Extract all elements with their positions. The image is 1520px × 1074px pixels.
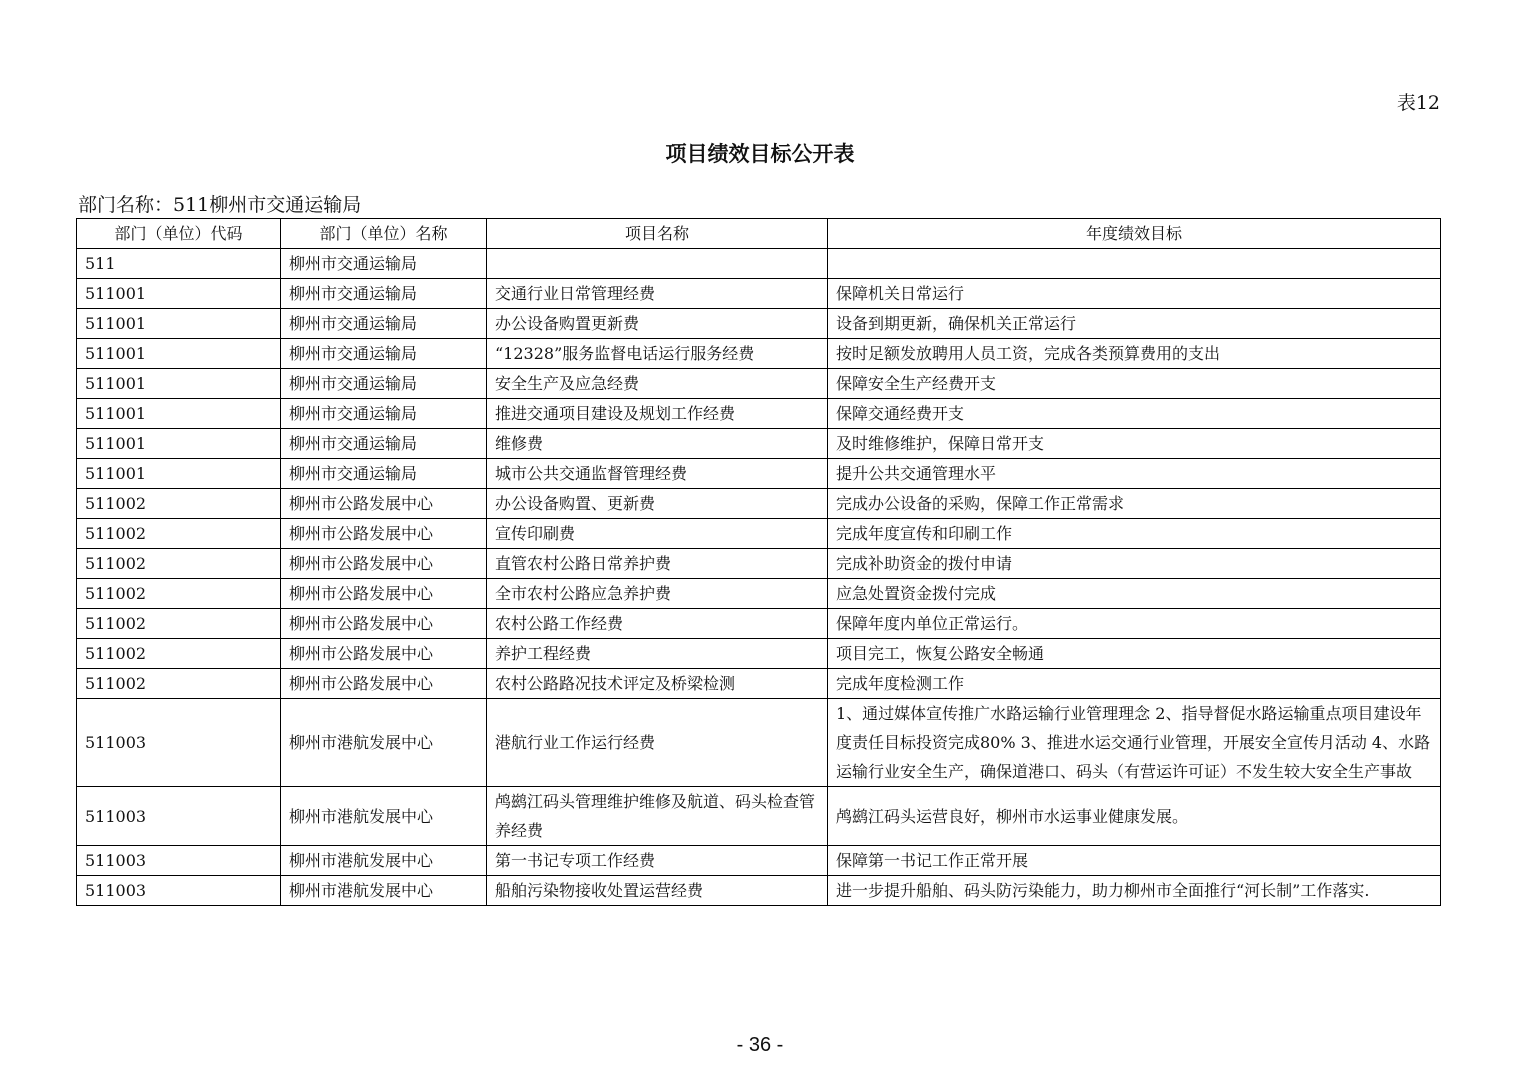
cell-annual-goal: 1、通过媒体宣传推广水路运输行业管理理念 2、指导督促水路运输重点项目建设年度责任目标投资完成80% 3、推进水运交通行业管理，开展安全宣传月活动 4、水路运输行业安全生产，确保道港口、码头（有营运许可证）不发生较大安全生产事故 bbox=[828, 699, 1441, 787]
page-title: 项目绩效目标公开表 bbox=[665, 142, 855, 166]
cell-unit-name: 柳州市公路发展中心 bbox=[281, 579, 487, 609]
cell-unit-name: 柳州市交通运输局 bbox=[281, 279, 487, 309]
cell-project-name: 船舶污染物接收处置运营经费 bbox=[487, 876, 828, 906]
cell-unit-code: 511001 bbox=[77, 279, 281, 309]
cell-unit-name: 柳州市公路发展中心 bbox=[281, 669, 487, 699]
table-row bbox=[77, 639, 1441, 669]
table-row bbox=[77, 309, 1441, 339]
cell-unit-code: 511001 bbox=[77, 459, 281, 489]
cell-annual-goal: 保障机关日常运行 bbox=[828, 279, 1441, 309]
cell-unit-name: 柳州市港航发展中心 bbox=[281, 846, 487, 876]
cell-unit-code: 511001 bbox=[77, 399, 281, 429]
cell-unit-name: 柳州市公路发展中心 bbox=[281, 639, 487, 669]
table-row bbox=[77, 846, 1441, 876]
header-annual-goal: 年度绩效目标 bbox=[828, 219, 1441, 249]
cell-project-name: 全市农村公路应急养护费 bbox=[487, 579, 828, 609]
cell-unit-code: 511002 bbox=[77, 519, 281, 549]
cell-unit-name: 柳州市交通运输局 bbox=[281, 399, 487, 429]
department-name: 部门名称：511柳州市交通运输局 bbox=[78, 194, 362, 216]
cell-annual-goal: 保障第一书记工作正常开展 bbox=[828, 846, 1441, 876]
table-row bbox=[77, 459, 1441, 489]
cell-unit-name: 柳州市交通运输局 bbox=[281, 309, 487, 339]
table-row bbox=[77, 609, 1441, 639]
performance-goals-table bbox=[76, 218, 1441, 906]
table-row bbox=[77, 787, 1441, 846]
cell-project-name: 办公设备购置、更新费 bbox=[487, 489, 828, 519]
cell-unit-code: 511001 bbox=[77, 339, 281, 369]
cell-project-name: 宣传印刷费 bbox=[487, 519, 828, 549]
cell-unit-code: 511001 bbox=[77, 429, 281, 459]
cell-project-name: 维修费 bbox=[487, 429, 828, 459]
cell-annual-goal: 进一步提升船舶、码头防污染能力，助力柳州市全面推行“河长制”工作落实. bbox=[828, 876, 1441, 906]
cell-annual-goal: 完成年度检测工作 bbox=[828, 669, 1441, 699]
table-row bbox=[77, 549, 1441, 579]
cell-unit-code: 511002 bbox=[77, 549, 281, 579]
cell-unit-name: 柳州市交通运输局 bbox=[281, 249, 487, 279]
cell-unit-code: 511002 bbox=[77, 639, 281, 669]
table-row bbox=[77, 489, 1441, 519]
cell-annual-goal: 鸬鹚江码头运营良好，柳州市水运事业健康发展。 bbox=[828, 787, 1441, 846]
cell-annual-goal: 保障交通经费开支 bbox=[828, 399, 1441, 429]
cell-annual-goal: 提升公共交通管理水平 bbox=[828, 459, 1441, 489]
table-row bbox=[77, 519, 1441, 549]
cell-project-name: 鸬鹚江码头管理维护维修及航道、码头检查管养经费 bbox=[487, 787, 828, 846]
cell-unit-name: 柳州市交通运输局 bbox=[281, 459, 487, 489]
cell-unit-code: 511003 bbox=[77, 846, 281, 876]
cell-unit-name: 柳州市交通运输局 bbox=[281, 429, 487, 459]
table-header-row bbox=[77, 219, 1441, 249]
cell-unit-code: 511002 bbox=[77, 609, 281, 639]
table-row bbox=[77, 669, 1441, 699]
table-row bbox=[77, 369, 1441, 399]
cell-unit-name: 柳州市公路发展中心 bbox=[281, 609, 487, 639]
cell-unit-code: 511003 bbox=[77, 787, 281, 846]
cell-project-name: 直管农村公路日常养护费 bbox=[487, 549, 828, 579]
header-project-name: 项目名称 bbox=[487, 219, 828, 249]
cell-unit-code: 511002 bbox=[77, 669, 281, 699]
cell-project-name: 城市公共交通监督管理经费 bbox=[487, 459, 828, 489]
cell-project-name: 交通行业日常管理经费 bbox=[487, 279, 828, 309]
table-row bbox=[77, 399, 1441, 429]
cell-annual-goal: 应急处置资金拨付完成 bbox=[828, 579, 1441, 609]
cell-project-name: 推进交通项目建设及规划工作经费 bbox=[487, 399, 828, 429]
cell-project-name: 农村公路工作经费 bbox=[487, 609, 828, 639]
table-number: 表12 bbox=[1396, 92, 1440, 114]
cell-annual-goal: 完成补助资金的拨付申请 bbox=[828, 549, 1441, 579]
table-row bbox=[77, 429, 1441, 459]
cell-unit-code: 511002 bbox=[77, 579, 281, 609]
cell-unit-code: 511 bbox=[77, 249, 281, 279]
cell-project-name: 安全生产及应急经费 bbox=[487, 369, 828, 399]
table-row bbox=[77, 279, 1441, 309]
cell-annual-goal: 完成年度宣传和印刷工作 bbox=[828, 519, 1441, 549]
cell-unit-name: 柳州市公路发展中心 bbox=[281, 489, 487, 519]
table-row bbox=[77, 699, 1441, 787]
cell-unit-code: 511003 bbox=[77, 876, 281, 906]
cell-project-name: 养护工程经费 bbox=[487, 639, 828, 669]
cell-annual-goal: 及时维修维护，保障日常开支 bbox=[828, 429, 1441, 459]
cell-annual-goal: 项目完工，恢复公路安全畅通 bbox=[828, 639, 1441, 669]
cell-annual-goal: 设备到期更新，确保机关正常运行 bbox=[828, 309, 1441, 339]
header-unit-name: 部门（单位）名称 bbox=[281, 219, 487, 249]
cell-project-name: 第一书记专项工作经费 bbox=[487, 846, 828, 876]
cell-annual-goal: 完成办公设备的采购，保障工作正常需求 bbox=[828, 489, 1441, 519]
header-unit-code: 部门（单位）代码 bbox=[77, 219, 281, 249]
cell-annual-goal bbox=[828, 249, 1441, 279]
cell-unit-code: 511003 bbox=[77, 699, 281, 787]
table-row bbox=[77, 579, 1441, 609]
cell-unit-name: 柳州市公路发展中心 bbox=[281, 549, 487, 579]
cell-unit-code: 511002 bbox=[77, 489, 281, 519]
cell-unit-name: 柳州市港航发展中心 bbox=[281, 787, 487, 846]
cell-project-name: 港航行业工作运行经费 bbox=[487, 699, 828, 787]
cell-annual-goal: 保障年度内单位正常运行。 bbox=[828, 609, 1441, 639]
cell-unit-name: 柳州市公路发展中心 bbox=[281, 519, 487, 549]
cell-project-name: “12328”服务监督电话运行服务经费 bbox=[487, 339, 828, 369]
page-number: - 36 - bbox=[736, 1034, 784, 1056]
cell-annual-goal: 按时足额发放聘用人员工资，完成各类预算费用的支出 bbox=[828, 339, 1441, 369]
table-row bbox=[77, 339, 1441, 369]
cell-unit-code: 511001 bbox=[77, 309, 281, 339]
cell-project-name: 农村公路路况技术评定及桥梁检测 bbox=[487, 669, 828, 699]
cell-unit-name: 柳州市港航发展中心 bbox=[281, 699, 487, 787]
cell-project-name: 办公设备购置更新费 bbox=[487, 309, 828, 339]
cell-unit-name: 柳州市港航发展中心 bbox=[281, 876, 487, 906]
table-row bbox=[77, 249, 1441, 279]
cell-unit-code: 511001 bbox=[77, 369, 281, 399]
table-body bbox=[77, 249, 1441, 906]
cell-unit-name: 柳州市交通运输局 bbox=[281, 369, 487, 399]
cell-project-name bbox=[487, 249, 828, 279]
table-row bbox=[77, 876, 1441, 906]
cell-unit-name: 柳州市交通运输局 bbox=[281, 339, 487, 369]
cell-annual-goal: 保障安全生产经费开支 bbox=[828, 369, 1441, 399]
